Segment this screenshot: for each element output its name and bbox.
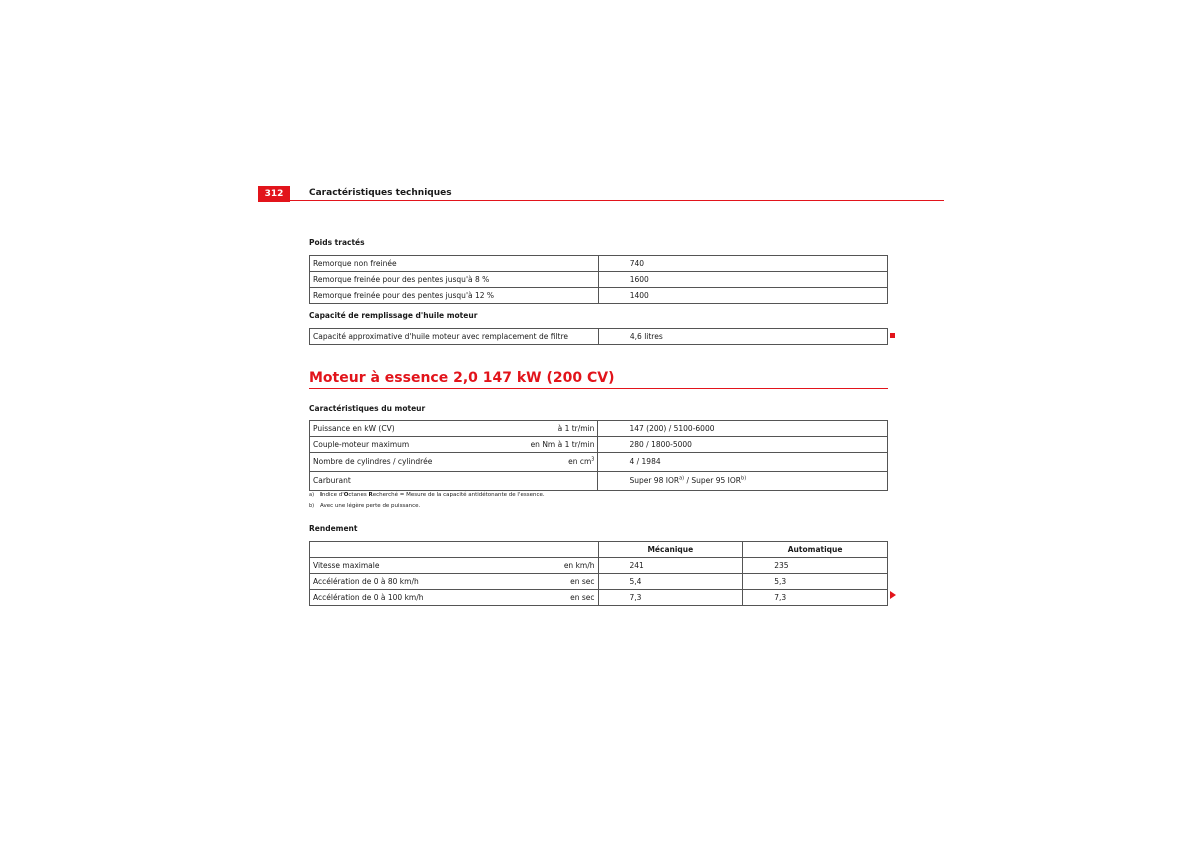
row-name: Carburant — [310, 472, 598, 491]
row-name-cell — [310, 558, 599, 574]
manual-value: 7,3 — [598, 590, 743, 606]
table-row — [310, 590, 888, 606]
row-unit: en cm — [568, 457, 592, 466]
oil-table — [309, 328, 888, 345]
performance-label: Rendement — [309, 524, 358, 533]
row-value: 147 (200) / 5100-6000 — [598, 421, 888, 437]
table-row — [310, 288, 888, 304]
row-name: Remorque freinée pour des pentes jusqu'à 12 % — [310, 288, 599, 304]
row-unit: en sec — [570, 592, 595, 602]
fuel-value-b: Super 95 IOR — [691, 476, 742, 485]
table-header-row — [310, 542, 888, 558]
table-row — [310, 574, 888, 590]
section-title: Moteur à essence 2,0 147 kW (200 CV) — [309, 370, 615, 386]
row-value: 1400 — [598, 288, 887, 304]
row-unit: à 1 tr/min — [557, 423, 595, 433]
engine-table — [309, 420, 888, 491]
oil-label: Capacité de remplissage d'huile moteur — [309, 311, 478, 320]
fuel-value — [598, 472, 888, 491]
footnote-ref-a: a) — [679, 475, 685, 482]
footnote-text: Avec une légère perte de puissance. — [320, 503, 421, 509]
row-name: Remorque non freinée — [310, 256, 599, 272]
footnote-text: echerché = Mesure de la capacité antidétonante de l'essence. — [372, 492, 545, 498]
row-unit: en km/h — [563, 560, 595, 570]
column-header-empty — [310, 542, 599, 558]
row-value: 4,6 litres — [598, 329, 887, 345]
automatic-value: 7,3 — [743, 590, 888, 606]
table-row — [310, 558, 888, 574]
row-name-cell — [310, 437, 598, 453]
footnote-bold: I — [320, 492, 323, 498]
row-name-cell — [310, 590, 599, 606]
table-row — [310, 272, 888, 288]
red-square-end-icon — [890, 333, 895, 338]
row-name: Accélération de 0 à 100 km/h — [313, 592, 424, 602]
row-value: 740 — [598, 256, 887, 272]
row-value: 4 / 1984 — [598, 453, 888, 472]
header-title: Caractéristiques techniques — [309, 188, 452, 198]
table-row — [310, 437, 888, 453]
row-name: Puissance en kW (CV) — [313, 423, 395, 433]
row-name-cell — [310, 421, 598, 437]
row-name: Nombre de cylindres / cylindrée — [313, 457, 433, 466]
row-name-cell — [310, 453, 598, 472]
performance-table — [309, 541, 888, 606]
red-triangle-next-icon — [890, 591, 896, 599]
footnote-mark: a) — [309, 492, 315, 498]
table-row — [310, 472, 888, 491]
header-divider — [258, 200, 944, 201]
section-title-divider — [309, 388, 888, 389]
page-number: 312 — [258, 186, 290, 202]
column-header-manual: Mécanique — [598, 542, 743, 558]
row-unit-wrap — [568, 455, 594, 469]
row-unit: en sec — [570, 576, 595, 586]
footnote-text: ctanes — [348, 492, 369, 498]
column-header-automatic: Automatique — [743, 542, 888, 558]
engine-label: Caractéristiques du moteur — [309, 404, 426, 413]
towing-label: Poids tractés — [309, 238, 365, 247]
fuel-value-a: Super 98 IOR — [629, 476, 680, 485]
table-row — [310, 453, 888, 472]
row-name: Remorque freinée pour des pentes jusqu'à 8 % — [310, 272, 599, 288]
footnote-bold: R — [368, 492, 373, 498]
row-value: 280 / 1800-5000 — [598, 437, 888, 453]
unit-superscript: 3 — [591, 456, 595, 463]
table-row — [310, 421, 888, 437]
footnote-ref-b: b) — [741, 475, 747, 482]
table-row — [310, 329, 888, 345]
footnote-text: ndice d' — [322, 492, 344, 498]
towing-table — [309, 255, 888, 304]
row-name: Vitesse maximale — [313, 560, 380, 570]
row-value: 1600 — [598, 272, 887, 288]
footnote-bold: O — [343, 492, 349, 498]
fuel-separator: / — [684, 476, 692, 485]
footnote-b — [309, 503, 420, 509]
row-name: Accélération de 0 à 80 km/h — [313, 576, 419, 586]
row-name: Couple-moteur maximum — [313, 439, 410, 449]
row-name-cell — [310, 574, 599, 590]
manual-value: 5,4 — [598, 574, 743, 590]
row-name: Capacité approximative d'huile moteur avec remplacement de filtre — [310, 329, 599, 345]
manual-value: 241 — [598, 558, 743, 574]
footnote-mark: b) — [309, 503, 315, 509]
footnote-a — [309, 492, 545, 498]
row-unit: en Nm à 1 tr/min — [530, 439, 595, 449]
automatic-value: 5,3 — [743, 574, 888, 590]
automatic-value: 235 — [743, 558, 888, 574]
table-row — [310, 256, 888, 272]
